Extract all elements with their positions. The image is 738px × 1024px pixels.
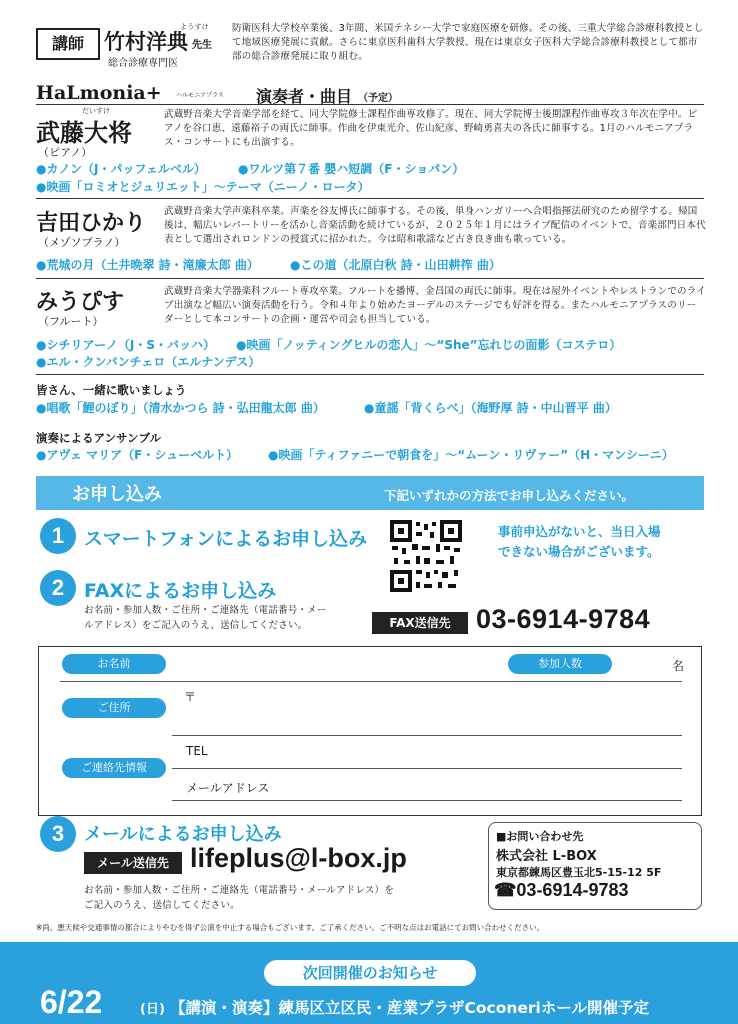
mail-field[interactable] xyxy=(280,776,676,798)
step-number: 3 xyxy=(40,816,76,852)
contact-label: ご連絡先情報 xyxy=(62,758,166,778)
lecturer-name: 竹村洋典 xyxy=(104,29,188,54)
step1-title: スマートフォンによるお申し込み xyxy=(84,528,368,550)
tel-underline xyxy=(172,768,682,769)
performer-instrument: （フルート） xyxy=(38,315,104,328)
apply-banner-title: お申し込み xyxy=(72,484,162,505)
warning-line-2: できない場合がございます。 xyxy=(498,544,660,559)
lecturer-honorific: 先生 xyxy=(192,40,212,51)
count-label: 参加人数 xyxy=(508,654,612,674)
fax-note-line-1: お名前・参加人数・ご住所・ご連絡先（電話番号・メー xyxy=(84,605,327,616)
fax-label: FAX送信先 xyxy=(372,612,468,634)
piece: ●ワルツ第７番 嬰ハ短調（F・ショパン） xyxy=(238,162,465,176)
program-title: 演奏者・曲目 xyxy=(256,87,353,106)
mail-underline xyxy=(172,800,682,801)
step-number: 1 xyxy=(40,518,76,554)
address-label: ご住所 xyxy=(62,698,166,718)
divider xyxy=(36,374,704,375)
divider xyxy=(36,104,704,105)
piece: ●童謡「背くらべ」（海野厚 詩・中山晋平 曲） xyxy=(364,401,617,415)
fax-note-line-2: ルアドレス）をご記入のうえ、送信してください。 xyxy=(84,620,308,631)
performer-instrument: （メゾソプラノ） xyxy=(38,236,126,249)
performer-bio: 武蔵野音楽大学音楽学部を経て、同大学院修士課程作曲専攻修了。現在、同大学院博士後期課程作曲専攻３年次在学中。ピアノを谷口恵、遠藤裕子の両氏に師事。作曲を伊東光介、佐山紀彦、野崎勇喜夫の各氏に師事する。1月のハルモニアプラス・コンサートにも出演する。 xyxy=(164,109,698,148)
mail-note-line-2: ご記入のうえ、送信してください。 xyxy=(84,900,240,911)
performer-name: 吉田ひかり xyxy=(36,210,147,236)
next-event-weekday: (日) xyxy=(140,1002,165,1017)
qr-code[interactable] xyxy=(390,520,462,592)
address-field[interactable] xyxy=(176,688,676,728)
contact-company: 株式会社 L-BOX xyxy=(496,849,597,864)
next-event-date: 6/22 xyxy=(40,984,103,1020)
mail-send-label: メール送信先 xyxy=(84,852,182,874)
lecturer-badge: 講師 xyxy=(36,28,100,60)
lecturer-role: 総合診療専門医 xyxy=(108,58,178,69)
mail-note-line-1: お名前・参加人数・ご住所・ご連絡先（電話番号・メールアドレス）を xyxy=(84,885,394,896)
next-event-detail: 【講演・演奏】練馬区立区民・産業プラザCoconeriホール開催予定 xyxy=(170,999,650,1017)
piece: ●映画「ティファニーで朝食を」～“ムーン・リヴァー”（H・マンシーニ） xyxy=(268,448,674,462)
ensemble-heading: 演奏によるアンサンブル xyxy=(36,431,162,445)
apply-banner-note: 下記いずれかの方法でお申し込みください。 xyxy=(384,488,635,503)
footnote: ※尚、悪天候や交通事情の都合によりやむを得ず公演を中止する場合もございます。ご了承ください。ご不明な点はお電話にてお問い合わせください。 xyxy=(36,923,545,932)
count-unit: 名 xyxy=(672,659,685,673)
program-note: （予定） xyxy=(358,93,398,104)
contact-heading: ■お問い合わせ先 xyxy=(496,830,584,843)
name-label: お名前 xyxy=(62,654,166,674)
piece: ●シチリアーノ（J・S・バッハ） xyxy=(36,338,215,352)
group-name: HaLmonia+ xyxy=(36,82,162,104)
step-number: 2 xyxy=(40,570,76,606)
lecturer-bio: 防衛医科大学校卒業後、3年間、米国テネシー大学で家庭医療を研修。その後、三重大学総合診療科教授として地域医療発展に貢献。さらに東京医科歯科大学教授、現在は東京女子医科大学総合診療科教授として都市部の総合診療発展に取り組む。 xyxy=(232,23,704,62)
divider xyxy=(36,198,704,199)
address-underline xyxy=(172,735,682,736)
piece: ●この道（北原白秋 詩・山田耕筰 曲） xyxy=(290,258,501,272)
piece: ●映画「ノッティングヒルの恋人」～“She”忘れじの面影（コステロ） xyxy=(236,338,622,352)
fax-number[interactable]: 03-6914-9784 xyxy=(476,604,651,634)
piece: ●カノン（J・パッフェルベル） xyxy=(36,162,206,176)
performer-name: みうぴす xyxy=(36,289,125,315)
tel-field[interactable] xyxy=(220,742,676,764)
contact-tel[interactable]: ☎03-6914-9783 xyxy=(494,880,629,900)
piece: ●映画「ロミオとジュリエット」～テーマ（ニーノ・ロータ） xyxy=(36,180,370,194)
performer-bio: 武蔵野音楽大学声楽科卒業。声楽を谷友博氏に師事する。その後、単身ハンガリーへ合唱指揮法研究のため留学する。帰国後は、幅広いレパートリーを活かし音楽活動を続けているが、２０２５年１月にはライブ配信のイベントで、音楽部門日本代表として選出されロンドンの授賞式に招かれた。今は昭和歌謡など古き良き曲も歌っている。 xyxy=(164,206,706,245)
divider xyxy=(36,278,704,279)
group-ruby: ハルモニアプラス xyxy=(176,92,224,99)
piece: ●アヴェ マリア（F・シューベルト） xyxy=(36,448,239,462)
lecturer-ruby: ようすけ xyxy=(180,23,209,31)
performer-bio: 武蔵野音楽大学器楽科フルート専攻卒業。フルートを播博、金昌国の両氏に師事。現在は屋外イベントやレストランでのライブ出演など幅広い演奏活動を行う。令和４年より始めたヨーデルのステージでも好評を得る。またハルモニアプラスのリーダーとして本コンサートの企画・運営や司会も担当している。 xyxy=(164,286,706,325)
count-field[interactable] xyxy=(618,654,668,678)
step2-title: FAXによるお申し込み xyxy=(84,580,277,602)
name-field[interactable] xyxy=(176,654,496,678)
performer-name: 武藤大将 xyxy=(36,118,132,147)
contact-address: 東京都練馬区豊玉北5-15-12 5F xyxy=(496,866,662,879)
mail-label: メールアドレス xyxy=(186,781,270,795)
performer-instrument: （ピアノ） xyxy=(38,146,93,159)
tel-label: TEL xyxy=(186,744,208,758)
piece: ●唱歌「鯉のぼり」（清水かつら 詩・弘田龍太郎 曲） xyxy=(36,401,325,415)
mail-address[interactable]: lifeplus@l-box.jp xyxy=(190,843,407,873)
piece: ●荒城の月（土井晩翠 詩・滝廉太郎 曲） xyxy=(36,258,259,272)
piece: ●エル・クンバンチェロ（エルナンデス） xyxy=(36,355,261,369)
name-underline xyxy=(60,681,682,682)
postal-mark: 〒 xyxy=(184,690,197,704)
warning-line-1: 事前申込がないと、当日入場 xyxy=(498,524,661,539)
singalong-heading: 皆さん、一緒に歌いましょう xyxy=(36,383,187,397)
performer-ruby: だいすけ xyxy=(82,107,110,115)
next-event-banner: 次回開催のお知らせ xyxy=(264,960,476,986)
step3-title: メールによるお申し込み xyxy=(84,824,282,845)
